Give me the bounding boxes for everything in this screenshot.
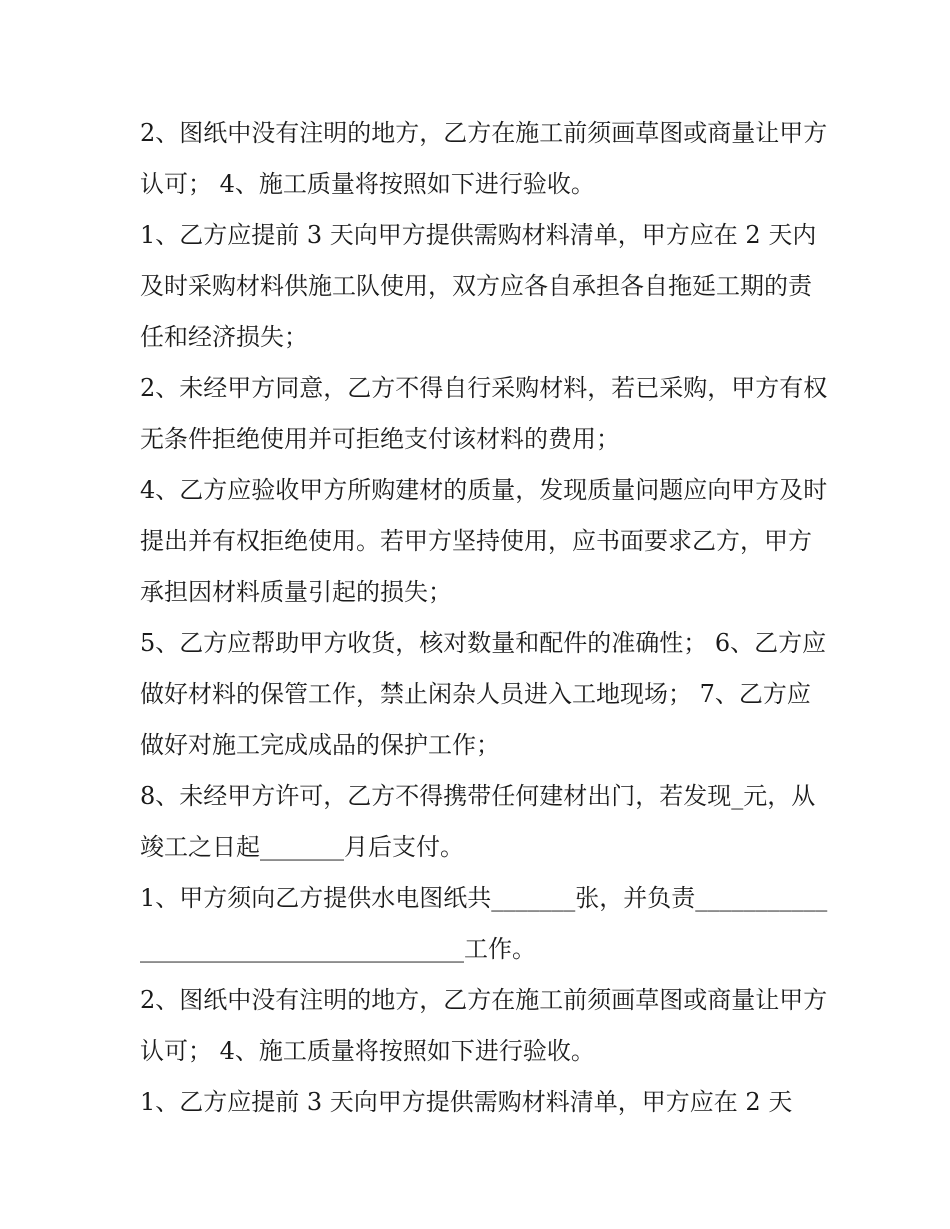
paragraph-7: 1、甲方须向乙方提供水电图纸共_______张，并负责______________________________________工作。 <box>140 884 828 963</box>
paragraph-5: 5、乙方应帮助甲方收货，核对数量和配件的准确性； 6、乙方应做好材料的保管工作，禁止闲杂人员进入工地现场； 7、乙方应做好对施工完成成品的保护工作； <box>140 629 827 759</box>
paragraph-9: 1、乙方应提前 3 天向甲方提供需购材料清单，甲方应在 2 天 <box>140 1088 793 1116</box>
paragraph-1: 2、图纸中没有注明的地方，乙方在施工前须画草图或商量让甲方认可； 4、施工质量将按照如下进行验收。 <box>140 119 828 198</box>
paragraph-4: 4、乙方应验收甲方所购建材的质量，发现质量问题应向甲方及时提出并有权拒绝使用。若甲方坚持使用，应书面要求乙方，甲方承担因材料质量引起的损失； <box>140 476 828 606</box>
paragraph-2: 1、乙方应提前 3 天向甲方提供需购材料清单，甲方应在 2 天内及时采购材料供施工队使用，双方应各自承担各自拖延工期的责任和经济损失； <box>140 221 817 351</box>
paragraph-8: 2、图纸中没有注明的地方，乙方在施工前须画草图或商量让甲方认可； 4、施工质量将按照如下进行验收。 <box>140 986 828 1065</box>
document-body <box>140 108 830 1128</box>
paragraph-3: 2、未经甲方同意，乙方不得自行采购材料，若已采购，甲方有权无条件拒绝使用并可拒绝支付该材料的费用； <box>140 374 828 453</box>
paragraph-6: 8、未经甲方许可，乙方不得携带任何建材出门，若发现_元，从竣工之日起_______月后支付。 <box>140 782 816 861</box>
